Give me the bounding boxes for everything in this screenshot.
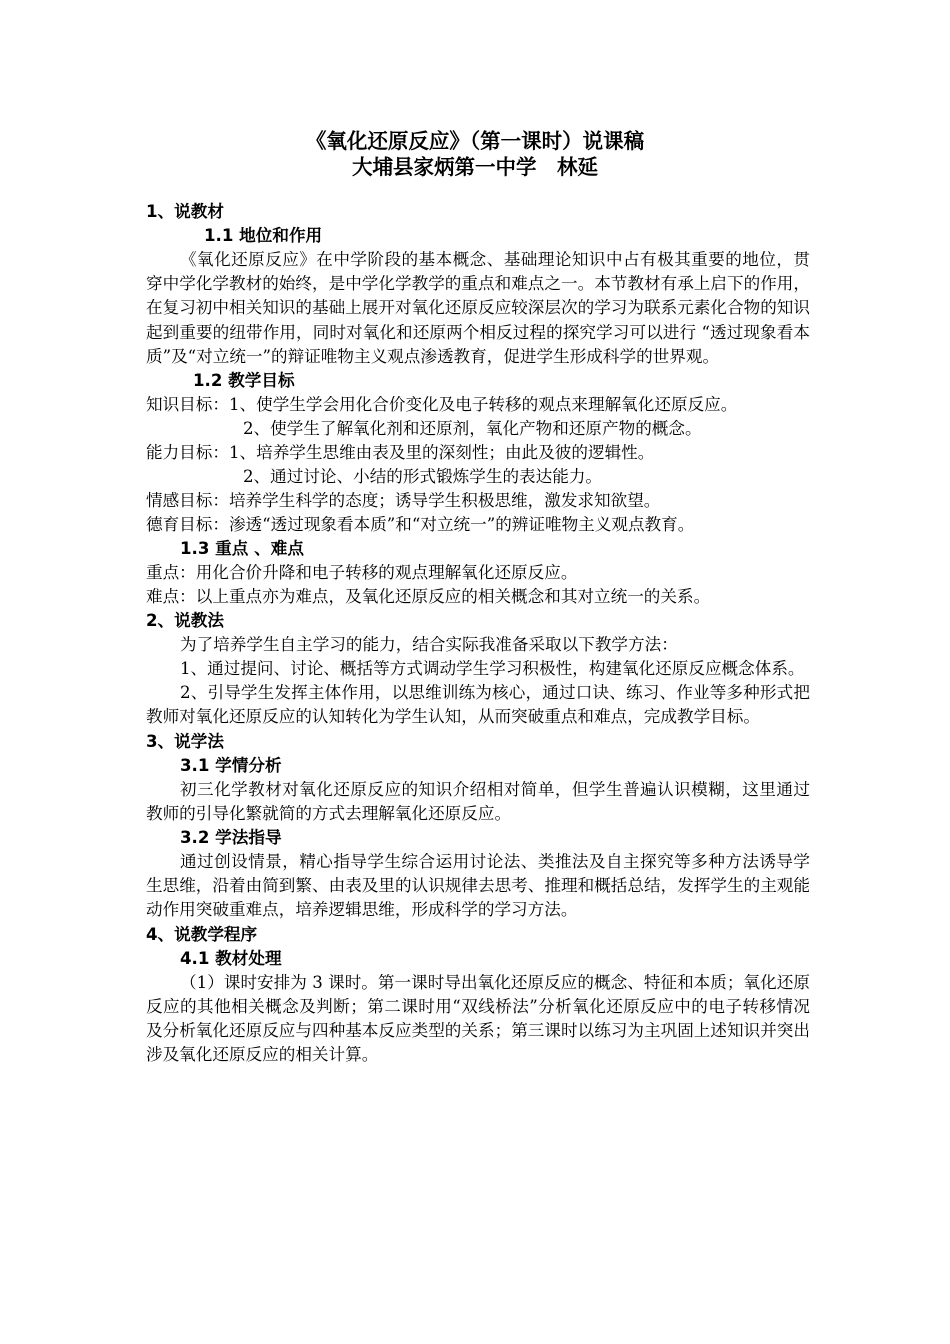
document-title: 《氧化还原反应》（第一课时）说课稿 (305, 129, 645, 153)
section-4-1-paragraph: （1）课时安排为 3 课时。第一课时导出氧化还原反应的概念、特征和本质；氧化还原反应的其他相关概念及判断；第二课时用“双线桥法”分析氧化还原反应中的电子转移情况及分析氧化还原反应与四种基本反应类型的关系；第三课时以练习为主巩固上述知识并突出涉及氧化还原反应的相关计算。 (146, 972, 810, 1065)
section-1-1-paragraph: 《氧化还原反应》在中学阶段的基本概念、基础理论知识中占有极其重要的地位，贯穿中学化学教材的始终，是中学化学教学的重点和难点之一。本节教材有承上启下的作用，在复习初中相关知识的基础上展开对氧化还原反应较深层次的学习为联系元素化合物的知识起到重要的纽带作用，同时对氧化和还原两个相反过程的探究学习可以进行 “透过现象看本质”及“对立统一”的辩证唯物主义观点渗透教育，促进学生形成科学的世界观。 (146, 250, 810, 366)
section-3-1-paragraph: 初三化学教材对氧化还原反应的知识介绍相对简单，但学生普遍认识模糊，这里通过教师的引导化繁就简的方式去理解氧化还原反应。 (146, 779, 810, 823)
knowledge-goal-1: 知识目标：1、使学生学会用化合价变化及电子转移的观点来理解氧化还原反应。 (146, 395, 738, 415)
difficulty: 难点：以上重点亦为难点，及氧化还原反应的相关概念和其对立统一的关系。 (146, 587, 711, 607)
document-body (146, 200, 810, 1067)
emotion-goal: 情感目标：培养学生科学的态度；诱导学生积极思维，激发求知欲望。 (146, 491, 661, 511)
section-3-2-heading: 3.2 学法指导 (180, 828, 282, 848)
knowledge-goal-2: 2、使学生了解氧化剂和还原剂，氧化产物和还原产物的概念。 (243, 419, 702, 439)
section-2-heading: 2、说教法 (146, 611, 224, 631)
moral-goal: 德育目标：渗透“透过现象看本质”和“对立统一”的辨证唯物主义观点教育。 (146, 515, 695, 535)
ability-goal-1: 能力目标：1、培养学生思维由表及里的深刻性；由此及彼的逻辑性。 (146, 443, 655, 463)
section-3-1-heading: 3.1 学情分析 (180, 755, 282, 775)
section-1-3-heading: 1.3 重点 、难点 (180, 539, 304, 559)
section-1-1-heading: 1.1 地位和作用 (204, 226, 323, 245)
section-4-heading: 4、说教学程序 (146, 924, 258, 944)
section-1-heading: 1、说教材 (146, 202, 224, 221)
section-2-intro: 为了培养学生自主学习的能力，结合实际我准备采取以下教学方法： (180, 635, 678, 655)
author-line: 大埔县家炳第一中学 林延 (352, 155, 598, 179)
section-3-2-paragraph: 通过创设情景，精心指导学生综合运用讨论法、类推法及自主探究等多种方法诱导学生思维，沿着由简到繁、由表及里的认识规律去思考、推理和概括总结，发挥学生的主观能动作用突破重难点，培养逻辑思维，形成科学的学习方法。 (146, 852, 810, 920)
ability-goal-2: 2、通过讨论、小结的形式锻炼学生的表达能力。 (243, 467, 603, 487)
section-1-2-heading: 1.2 教学目标 (193, 371, 295, 391)
section-4-1-heading: 4.1 教材处理 (180, 948, 282, 968)
section-2-item-2: 2、引导学生发挥主体作用，以思维训练为核心，通过口诀、练习、作业等多种形式把教师对氧化还原反应的认知转化为学生认知，从而突破重点和难点，完成教学目标。 (146, 683, 810, 727)
key-point: 重点：用化合价升降和电子转移的观点理解氧化还原反应。 (146, 563, 578, 583)
section-3-heading: 3、说学法 (146, 731, 224, 751)
section-2-item-1: 1、通过提问、讨论、概括等方式调动学生学习积极性，构建氧化还原反应概念体系。 (180, 659, 805, 679)
